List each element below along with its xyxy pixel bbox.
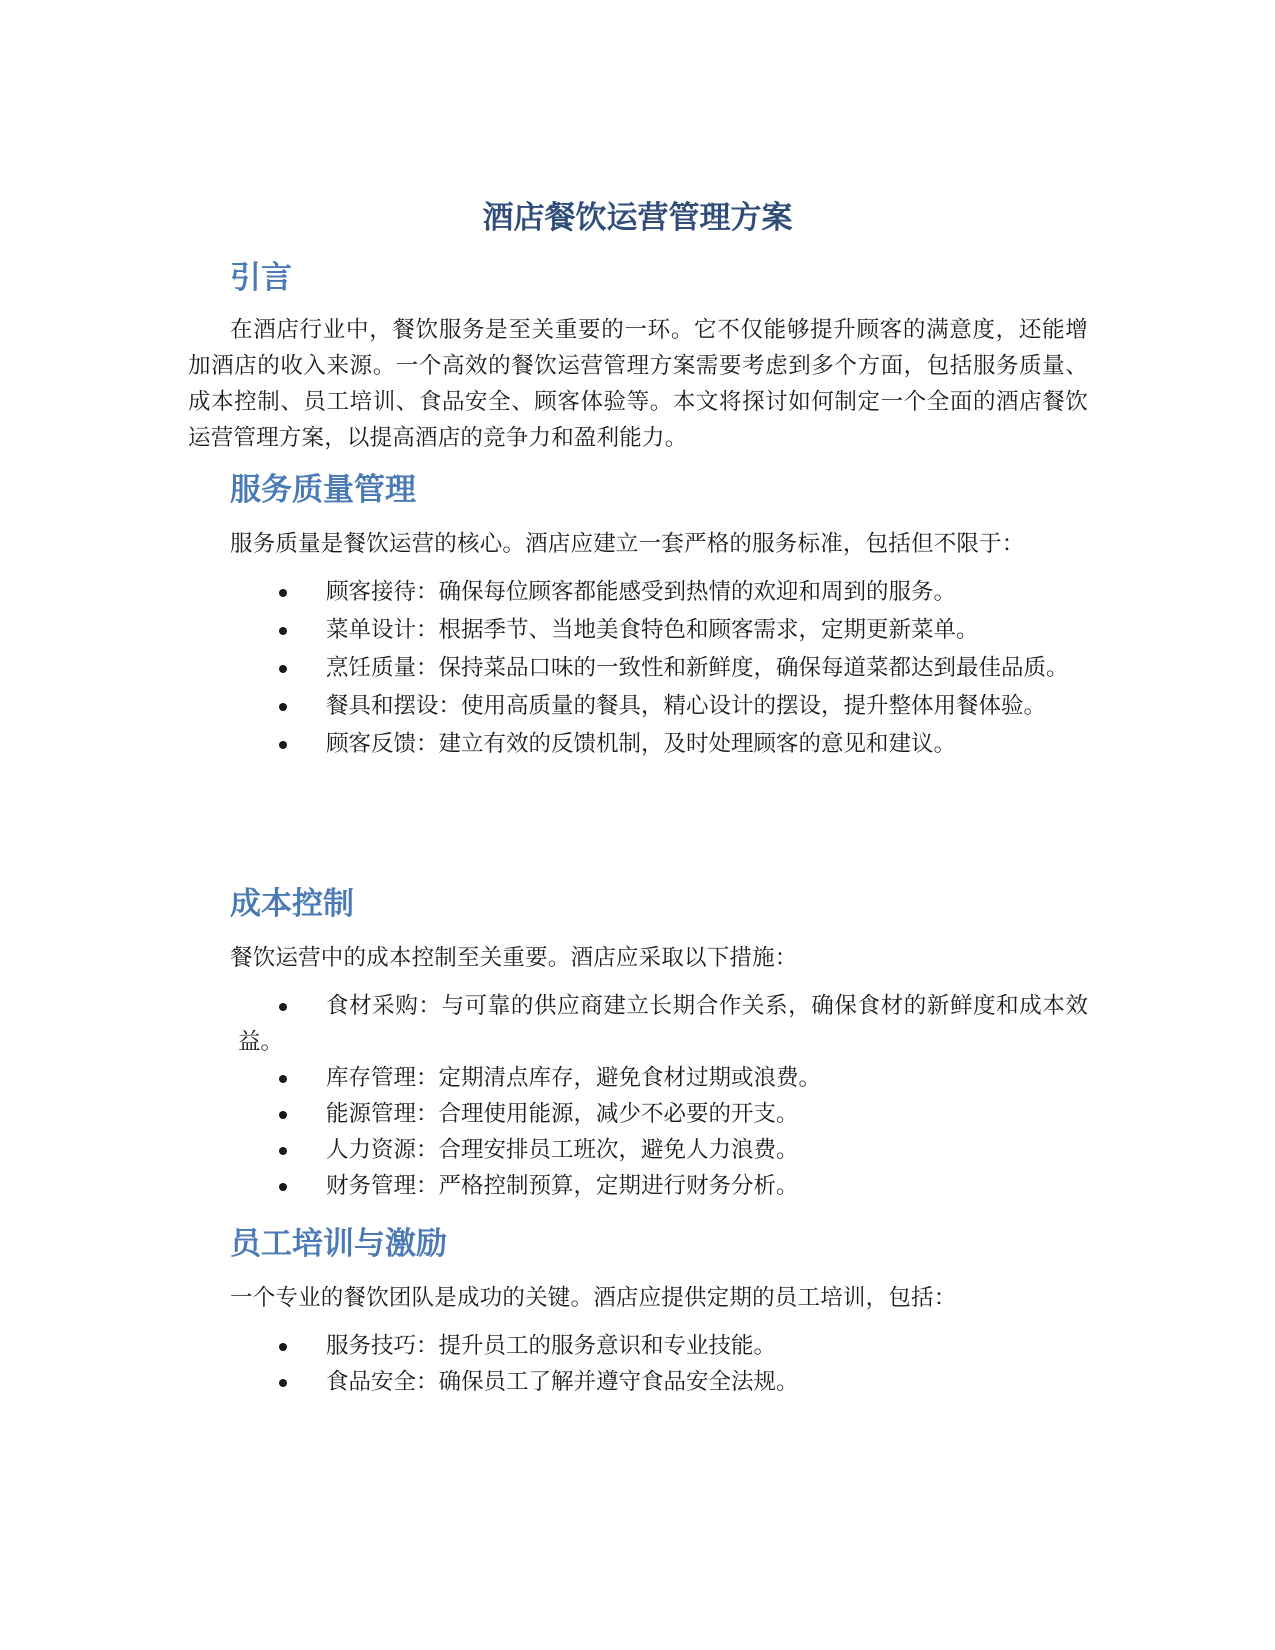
bullet-list [188, 1328, 1088, 1400]
list-item-text: 服务技巧：提升员工的服务意识和专业技能。 [326, 1333, 777, 1359]
bullet-icon [279, 703, 287, 711]
bullet-icon [279, 627, 287, 635]
list-item-text: 顾客反馈：建立有效的反馈机制，及时处理顾客的意见和建议。 [326, 731, 957, 757]
bullet-icon [279, 589, 287, 597]
document-title: 酒店餐饮运营管理方案 [482, 200, 793, 236]
list-item [188, 574, 1088, 610]
list-item-text: 财务管理：严格控制预算，定期进行财务分析。 [326, 1173, 799, 1199]
section-cost-control [188, 882, 1088, 1204]
list-item-text: 食品安全：确保员工了解并遵守食品安全法规。 [326, 1369, 799, 1395]
bullet-icon [279, 741, 287, 749]
bullet-list [188, 574, 1088, 762]
list-item-text: 人力资源：合理安排员工班次，避免人力浪费。 [326, 1137, 799, 1163]
list-item [188, 1096, 1088, 1132]
list-item [188, 726, 1088, 762]
section-heading: 员工培训与激励 [230, 1226, 447, 1262]
section-heading: 服务质量管理 [230, 472, 416, 508]
section-staff-training [188, 1222, 1088, 1400]
bullet-icon [279, 665, 287, 673]
section-paragraph: 餐饮运营中的成本控制至关重要。酒店应采取以下措施： [230, 945, 798, 971]
bullet-list [188, 988, 1088, 1204]
list-item [188, 988, 1088, 1060]
list-item [188, 1168, 1088, 1204]
section-service-quality [188, 468, 1088, 762]
list-item [188, 650, 1088, 686]
list-item-text: 顾客接待：确保每位顾客都能感受到热情的欢迎和周到的服务。 [326, 579, 957, 605]
list-item-text: 烹饪质量：保持菜品口味的一致性和新鲜度，确保每道菜都达到最佳品质。 [326, 655, 1069, 681]
list-item-text: 餐具和摆设：使用高质量的餐具，精心设计的摆设，提升整体用餐体验。 [326, 693, 1047, 719]
list-item [188, 612, 1088, 648]
list-item-text: 食材采购：与可靠的供应商建立长期合作关系，确保食材的新鲜度和成本效益。 [238, 993, 1088, 1055]
bullet-icon [279, 1075, 287, 1083]
list-item-text: 能源管理：合理使用能源，减少不必要的开支。 [326, 1101, 799, 1127]
bullet-icon [279, 1147, 287, 1155]
bullet-icon [279, 1379, 287, 1387]
section-paragraph: 在酒店行业中，餐饮服务是至关重要的一环。它不仅能够提升顾客的满意度，还能增加酒店的收入来源。一个高效的餐饮运营管理方案需要考虑到多个方面，包括服务质量、成本控制、员工培训、食品安全、顾客体验等。本文将探讨如何制定一个全面的酒店餐饮运营管理方案，以提高酒店的竞争力和盈利能力。 [188, 317, 1088, 451]
section-paragraph: 一个专业的餐饮团队是成功的关键。酒店应提供定期的员工培训，包括： [230, 1285, 957, 1311]
bullet-icon [279, 1111, 287, 1119]
section-introduction [188, 256, 1088, 456]
list-item [188, 688, 1088, 724]
list-item [188, 1364, 1088, 1400]
list-item [188, 1132, 1088, 1168]
bullet-icon [279, 1003, 287, 1011]
list-item-text: 菜单设计：根据季节、当地美食特色和顾客需求，定期更新菜单。 [326, 617, 979, 643]
bullet-icon [279, 1183, 287, 1191]
bullet-icon [279, 1343, 287, 1351]
section-paragraph: 服务质量是餐饮运营的核心。酒店应建立一套严格的服务标准，包括但不限于： [230, 531, 1025, 557]
section-heading: 引言 [230, 260, 292, 296]
list-item [188, 1328, 1088, 1364]
list-item-text: 库存管理：定期清点库存，避免食材过期或浪费。 [326, 1065, 822, 1091]
list-item [188, 1060, 1088, 1096]
section-heading: 成本控制 [230, 886, 354, 922]
